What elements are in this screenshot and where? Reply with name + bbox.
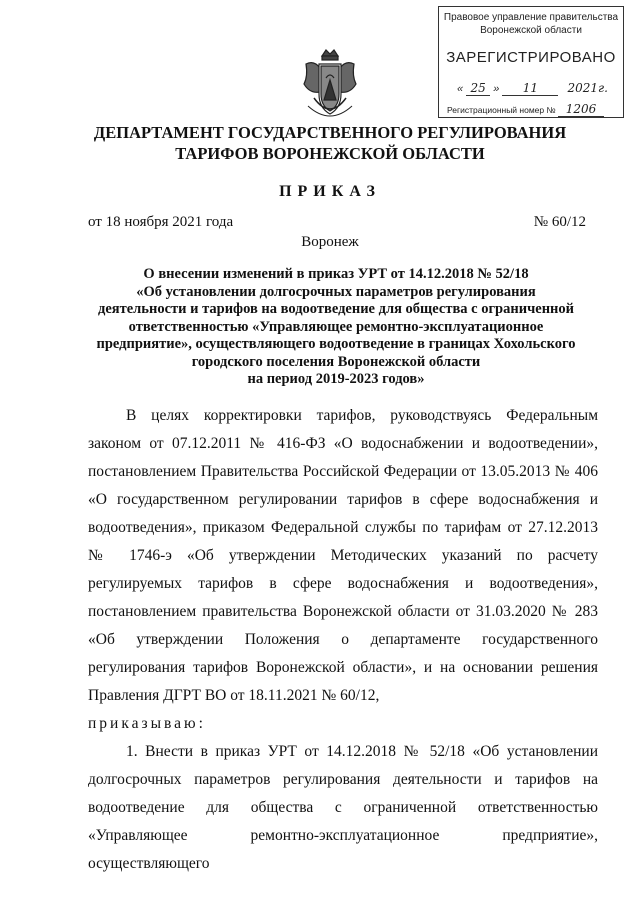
order-city: Воронеж [301, 234, 359, 250]
order-number: № 60/12 [533, 214, 586, 230]
stamp-date-month: 11 [502, 81, 558, 96]
stamp-org-line2: Воронежской области [480, 25, 582, 36]
preamble-paragraph: В целях корректировки тарифов, руководствуясь Федеральным законом от 07.12.2011 № 416-ФЗ «О водоснабжении и водоотведении», постановлением Правительства Российской Федерации от 13.05.2013 № 406 «О государственном регулировании тарифов в сфере водоснабжения и водоотведения», приказом Федеральной службы по тарифам от 27.12.2013 № 1746-э «Об утверждении Методических указаний по расчету регулируемых тарифов в сфере водоснабжения и водоотведения», постановлением правительства Воронежской области от 31.03.2020 № 283 «Об утверждении Положения о департаменте государственного регулирования тарифов Воронежской области», и на основании решения Правления ДГРТ ВО от 18.11.2021 № 60/12, [88, 407, 598, 704]
stamp-reg-number-label: Регистрационный номер № [447, 105, 556, 115]
stamp-date-day: 25 [466, 81, 490, 96]
title-line6: городского поселения Воронежской области [191, 353, 481, 370]
stamp-org-line1: Правовое управление правительства [443, 12, 619, 23]
department-name [60, 122, 600, 164]
stamp-date-close-quote: » [493, 83, 500, 95]
stamp-reg-number [447, 102, 604, 117]
stamp-date [457, 81, 608, 96]
stamp-date-year: 2021г. [567, 81, 608, 95]
department-line2: ТАРИФОВ ВОРОНЕЖСКОЙ ОБЛАСТИ [175, 144, 485, 163]
order-body [88, 402, 598, 878]
title-line5: предприятие», осуществляющего водоотведение в границах Хохольского [96, 336, 576, 352]
stamp-reg-number-value: 1206 [558, 102, 604, 117]
stamp-registered-label: ЗАРЕГИСТРИРОВАНО [446, 49, 616, 66]
stamp-organization [439, 11, 623, 37]
order-title [86, 266, 586, 389]
document-type: ПРИКАЗ [279, 183, 381, 200]
title-line1: О внесении изменений в приказ УРТ от 14.12.2018 № 52/18 [143, 266, 529, 282]
order-word: приказываю: [88, 715, 206, 732]
voronezh-coat-of-arms-icon [300, 48, 360, 123]
registration-stamp [438, 6, 624, 118]
item-1-paragraph: 1. Внести в приказ УРТ от 14.12.2018 № 52/18 «Об установлении долгосрочных параметров регулирования деятельности и тарифов на водоотведение для общества с ограниченной ответственностью «Управляющее ремонтно-эксплуатационное предприятие», осуществляющего [88, 743, 598, 872]
title-line2: «Об установлении долгосрочных параметров регулирования [136, 283, 536, 300]
stamp-date-open-quote: « [457, 83, 464, 95]
department-line1: ДЕПАРТАМЕНТ ГОСУДАРСТВЕННОГО РЕГУЛИРОВАНИЯ [93, 123, 567, 142]
title-line4: ответственностью «Управляющее ремонтно-эксплуатационное [128, 318, 544, 335]
title-line7: на период 2019-2023 годов» [247, 371, 425, 387]
order-date: от 18 ноября 2021 года [88, 214, 234, 230]
title-line3: деятельности и тарифов на водоотведение для общества с ограниченной [97, 301, 575, 317]
